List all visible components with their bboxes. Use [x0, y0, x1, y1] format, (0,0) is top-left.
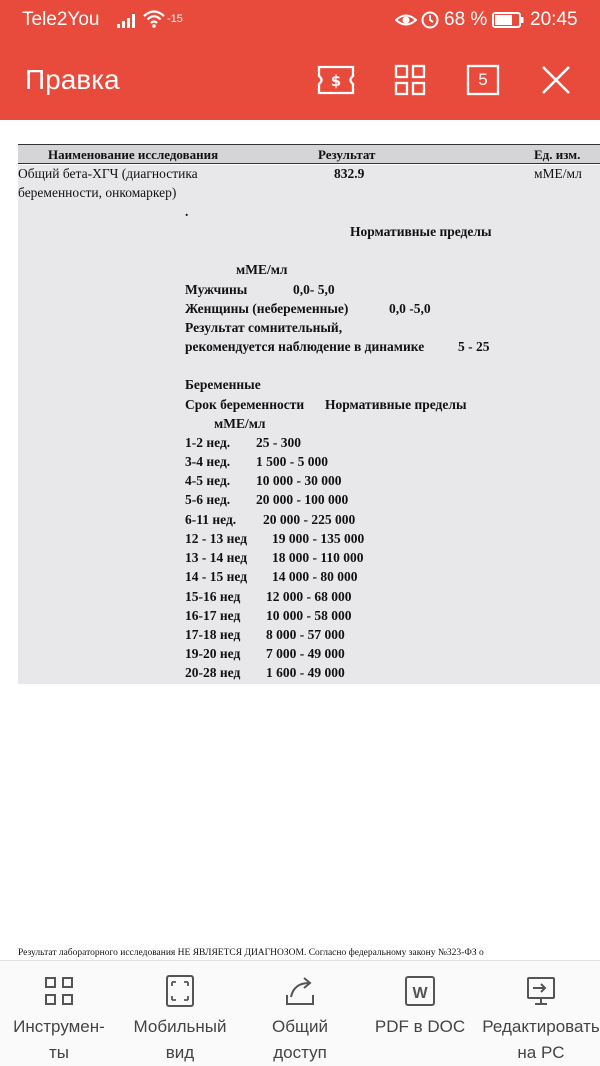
carrier-name: Tele2You — [22, 9, 100, 30]
men-label: Мужчины — [185, 282, 248, 297]
test-unit: мМЕ/мл — [534, 166, 582, 181]
doubtful-line2: рекомендуется наблюдение в динамике — [185, 339, 425, 354]
battery-percent: 68 % — [444, 9, 488, 30]
range-term: 16-17 нед — [185, 608, 241, 623]
pregnancy-range-row — [185, 665, 345, 681]
pregnancy-range-row — [185, 627, 345, 643]
table-body — [18, 165, 600, 684]
range-term: 19-20 нед — [185, 646, 241, 661]
share-icon — [282, 973, 318, 1009]
range-value: 19 000 - 135 000 — [272, 531, 365, 546]
page-title: Правка — [25, 64, 120, 95]
pregnancy-range-row — [185, 512, 356, 528]
pdf-to-doc-label: PDF в DOC — [374, 1017, 466, 1036]
range-term: 12 - 13 нед — [185, 531, 248, 546]
share-button[interactable] — [242, 961, 358, 1066]
disclaimer-note: Результат лабораторного исследования НЕ ЯВЛЯЕТСЯ ДИАГНОЗОМ. Согласно федеральному закону №323-ФЗ о — [18, 948, 484, 958]
page-count: 5 — [478, 70, 488, 89]
dot-marker: . — [185, 204, 189, 219]
wifi-speed: -15 — [167, 13, 183, 25]
close-button[interactable] — [536, 60, 576, 100]
women-label: Женщины (небеременные) — [185, 301, 349, 316]
grid-icon — [394, 64, 426, 96]
pregnant-unit: мМЕ/мл — [214, 416, 266, 431]
test-name-line1: Общий бета-ХГЧ (диагностика — [18, 166, 198, 181]
pregnant-col-term: Срок беременности — [185, 397, 305, 412]
range-value: 10 000 - 30 000 — [256, 473, 342, 488]
wifi-icon — [142, 9, 166, 29]
reference-title: Нормативные пределы — [350, 224, 492, 239]
alarm-icon — [420, 9, 440, 29]
tools-button[interactable] — [0, 961, 118, 1066]
doubtful-line1: Результат сомнительный, — [185, 320, 343, 335]
word-icon — [402, 973, 438, 1009]
edit-on-pc-label-line1: Редактировать — [482, 1017, 600, 1036]
pdf-to-doc-button[interactable] — [358, 961, 482, 1066]
thumbnails-button[interactable] — [390, 60, 430, 100]
range-term: 20-28 нед — [185, 665, 241, 680]
range-value: 8 000 - 57 000 — [266, 627, 345, 642]
women-range: 0,0 -5,0 — [389, 301, 431, 316]
pregnancy-range-row — [185, 531, 365, 547]
pregnancy-range-row — [185, 646, 345, 662]
range-value: 12 000 - 68 000 — [266, 589, 352, 604]
status-bar — [0, 0, 600, 40]
edit-on-pc-label-line2: на PC — [517, 1043, 565, 1062]
signal-icon — [117, 12, 139, 28]
share-label-line1: Общий — [272, 1017, 328, 1036]
range-term: 1-2 нед. — [185, 435, 231, 450]
tools-label-line2: ты — [48, 1043, 69, 1062]
pregnant-title: Беременные — [185, 377, 261, 392]
svg-text:W: W — [412, 985, 428, 1002]
app-toolbar — [0, 40, 600, 120]
pregnancy-range-row — [185, 550, 364, 566]
range-value: 20 000 - 225 000 — [263, 512, 356, 527]
test-result: 832.9 — [334, 166, 365, 181]
svg-text:$: $ — [330, 72, 342, 90]
pregnancy-range-row — [185, 608, 352, 624]
range-term: 4-5 нед. — [185, 473, 231, 488]
range-term: 15-16 нед — [185, 589, 241, 604]
range-term: 17-18 нед — [185, 627, 241, 642]
men-range: 0,0- 5,0 — [293, 282, 335, 297]
range-term: 6-11 нед. — [185, 512, 237, 527]
ref-unit: мМЕ/мл — [236, 262, 288, 277]
range-term: 5-6 нед. — [185, 492, 231, 507]
range-term: 3-4 нед. — [185, 454, 231, 469]
tools-icon — [41, 973, 77, 1009]
range-value: 18 000 - 110 000 — [272, 550, 364, 565]
bottom-action-bar — [0, 960, 600, 1066]
pregnant-col-norm: Нормативные пределы — [325, 397, 467, 412]
pregnancy-range-row — [185, 435, 301, 451]
column-header-result: Результат — [318, 147, 376, 162]
edit-on-pc-button[interactable] — [482, 961, 600, 1066]
table-header — [18, 144, 600, 164]
range-term: 14 - 15 нед — [185, 569, 248, 584]
range-value: 1 500 - 5 000 — [256, 454, 328, 469]
mobile-view-label-line1: Мобильный — [133, 1017, 227, 1036]
page-count-button[interactable] — [463, 60, 503, 100]
mobile-view-button[interactable] — [118, 961, 242, 1066]
column-header-name: Наименование исследования — [48, 147, 219, 162]
ticket-dollar-icon — [317, 64, 355, 96]
range-value: 10 000 - 58 000 — [266, 608, 352, 623]
pregnancy-range-row — [185, 473, 342, 489]
eye-comfort-icon — [395, 11, 417, 29]
pregnancy-range-row — [185, 569, 358, 585]
sign-button[interactable] — [316, 60, 356, 100]
column-header-unit: Ед. изм. — [534, 147, 581, 162]
document-view[interactable] — [0, 120, 600, 960]
pregnancy-range-row — [185, 589, 352, 605]
test-name-line2: беременности, онкомаркер) — [18, 185, 177, 200]
pc-edit-icon — [523, 973, 559, 1009]
pregnancy-range-row — [185, 454, 328, 470]
range-value: 14 000 - 80 000 — [272, 569, 358, 584]
range-value: 1 600 - 49 000 — [266, 665, 345, 680]
range-term: 13 - 14 нед — [185, 550, 248, 565]
range-value: 25 - 300 — [256, 435, 301, 450]
mobile-view-label-line2: вид — [165, 1043, 195, 1062]
share-label-line2: доступ — [273, 1043, 327, 1062]
battery-icon — [492, 12, 524, 28]
range-value: 20 000 - 100 000 — [256, 492, 349, 507]
mobile-view-icon — [162, 973, 198, 1009]
range-value: 7 000 - 49 000 — [266, 646, 345, 661]
tools-label-line1: Инструмен- — [13, 1017, 105, 1036]
doubtful-range: 5 - 25 — [458, 339, 490, 354]
clock: 20:45 — [530, 9, 578, 30]
close-icon — [540, 64, 572, 96]
pregnancy-range-row — [185, 492, 349, 508]
